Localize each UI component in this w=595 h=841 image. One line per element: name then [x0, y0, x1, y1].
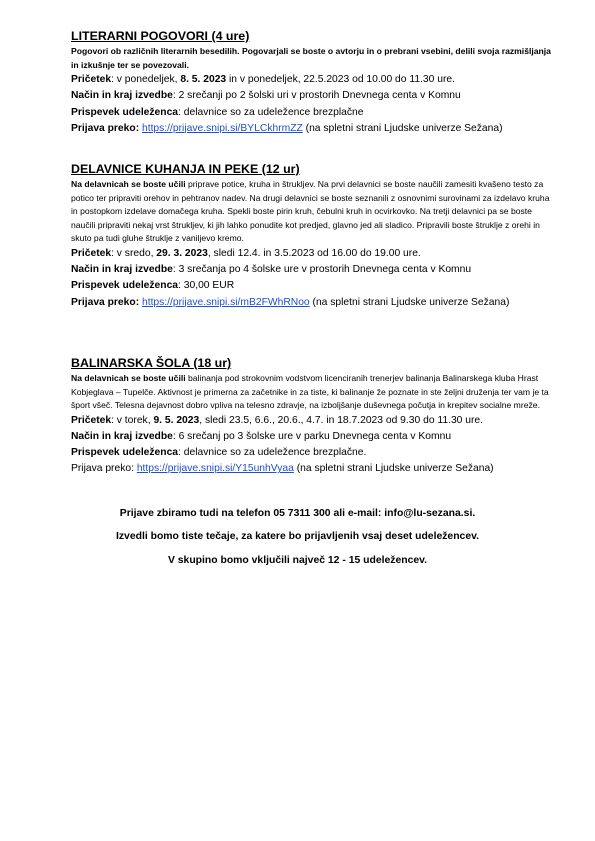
- start-text: : v sredo,: [111, 247, 157, 259]
- start-date: 9. 5. 2023: [153, 414, 200, 426]
- apply-line: Prijava preko: https://prijave.snipi.si/Y15unhVyaa (na spletni strani Ljudske univerze Sežana): [71, 463, 494, 475]
- section-title: LITERARNI POGOVORI: [71, 29, 208, 43]
- start-line: [71, 413, 551, 429]
- description-text: priprave potice, kruha in štrukljev. Na prvi delavnici se boste naučili zamesiti kvašeno testo za potico ter pripraviti orehov in pehtranov nadev. Na drugi delavnici se boste seznanili z osnovnimi surovinami za izdelavo kruha in postopkom izdelave domačega kruha. Spekli boste pirin kruh, čebulni kruh in ocvirkovko. Na tretji delavnici pa se boste naučili pripraviti nekaj vrst štrukljev, ki jih lahko ponudite kot predjed, glavno jed ali sladico. Pripravili boste štruklje z orehi in skuto pa tudi gluhe štruklje z vaniljevo kremo.: [71, 179, 550, 244]
- apply-link[interactable]: https://prijave.snipi.si/Y15unhVyaa: [136, 463, 294, 475]
- start-text: : v torek,: [111, 414, 154, 426]
- start-date: 29. 3. 2023: [156, 247, 208, 259]
- apply-note: (na spletni strani Ljudske univerze Sežana): [302, 122, 503, 134]
- method-line: [71, 429, 551, 445]
- method-line: [71, 262, 551, 278]
- start-text: : v ponedeljek,: [111, 74, 181, 86]
- footer-group-size: V skupino bomo vključili največ 12 - 15 udeležencev.: [167, 555, 428, 566]
- start-label: Pričetek: [71, 74, 112, 86]
- footer-minimum: Izvedli bomo tiste tečaje, za katere bo prijavljenih vsaj deset udeležencev.: [115, 531, 480, 542]
- section-balinarska-sola: [71, 356, 551, 478]
- section-hours: (12 ur): [261, 162, 300, 176]
- fee-line: [71, 105, 551, 121]
- fee-line: [71, 278, 551, 294]
- apply-label: Prijava preko: [71, 296, 136, 308]
- start-text-rest: , sledi 12.4. in 3.5.2023 od 16.00 do 19.00 ure.: [207, 247, 421, 259]
- section-title: BALINARSKA ŠOLA: [71, 356, 190, 370]
- description-text: balinanja pod strokovnim vodstvom licenciranih trenerjev balinanja Balinarskega kluba Hrast Kobjeglava – Tupelče. Aktivnost je primerna za začetnike in za tiste, ki balinanje že poznate in ste željni druženja ter vam je ta šport všeč. Telesna dejavnost dobro vpliva na telesno zdravje, na izboljšanje duševnega počutja in krepitev socialne mreže.: [71, 373, 549, 411]
- method-label: Način in kraj izvedbe: [71, 90, 173, 102]
- method-text: : 6 srečanj po 3 šolske ure v parku Dnevnega centa v Komnu: [172, 430, 452, 442]
- start-text-rest: in v ponedeljek, 22.5.2023 od 10.00 do 11.30 ure.: [226, 74, 455, 86]
- apply-note: (na spletni strani Ljudske univerze Sežana): [309, 296, 510, 308]
- apply-label: Prijava preko: [71, 122, 136, 134]
- fee-line: [71, 445, 551, 461]
- method-label: Način in kraj izvedbe: [71, 430, 173, 442]
- apply-link[interactable]: https://prijave.snipi.si/BYLCkhrmZZ: [141, 122, 303, 134]
- fee-label: Prispevek udeleženca: [71, 280, 179, 292]
- section-hours: (4 ure): [211, 29, 250, 43]
- section-heading: [71, 29, 551, 43]
- start-text-rest: , sledi 23.5, 6.6., 20.6., 4.7. in 18.7.2023 od 9.30 do 11.30 ure.: [199, 414, 484, 426]
- fee-text: : delavnice so za udeležence brezplačne: [178, 106, 364, 118]
- section-literarni-pogovori: [71, 29, 551, 137]
- section-heading: [71, 356, 551, 370]
- fee-text: : delavnice so za udeležence brezplačne.: [178, 447, 367, 459]
- section-delavnice-kuhanja: [71, 162, 551, 311]
- apply-line: Prijava preko: https://prijave.snipi.si/mB2FWhRNoo (na spletni strani Ljudske univerze Sežana): [71, 296, 510, 308]
- start-line: [71, 72, 551, 88]
- footer-contact: Prijave zbiramo tudi na telefon 05 7311 300 ali e-mail: info@lu-sezana.si.: [119, 508, 476, 519]
- section-description: [71, 178, 551, 246]
- method-line: [71, 88, 551, 104]
- apply-line: Prijava preko: https://prijave.snipi.si/BYLCkhrmZZ (na spletni strani Ljudske univerze Sežana): [71, 122, 503, 134]
- apply-link[interactable]: https://prijave.snipi.si/mB2FWhRNoo: [141, 296, 310, 308]
- description-text: Pogovori ob različnih literarnih besedilih. Pogovarjali se boste o avtorju in o prebrani vsebini, delili svoja razmišljanja in izkušnje ter se povezovali.: [71, 46, 551, 70]
- description-lead: Na delavnicah se boste učili: [71, 179, 186, 189]
- method-text: : 3 srečanja po 4 šolske ure v prostorih Dnevnega centa v Komnu: [172, 264, 472, 276]
- apply-label: Prijava preko: [71, 463, 132, 475]
- section-hours: (18 ur): [193, 356, 232, 370]
- fee-text: : 30,00 EUR: [178, 280, 235, 292]
- section-title: DELAVNICE KUHANJA IN PEKE: [71, 162, 259, 176]
- start-label: Pričetek: [71, 247, 112, 259]
- method-label: Način in kraj izvedbe: [71, 264, 173, 276]
- start-line: [71, 246, 551, 262]
- section-description: [71, 45, 551, 72]
- description-lead: Na delavnicah se boste učili: [71, 373, 186, 383]
- method-text: : 2 srečanji po 2 šolski uri v prostorih Dnevnega centa v Komnu: [172, 90, 461, 102]
- fee-label: Prispevek udeleženca: [71, 447, 179, 459]
- start-date: 8. 5. 2023: [180, 74, 227, 86]
- apply-note: (na spletni strani Ljudske univerze Sežana): [293, 463, 494, 475]
- fee-label: Prispevek udeleženca: [71, 106, 179, 118]
- section-description: [71, 372, 551, 413]
- section-heading: [71, 162, 551, 176]
- start-label: Pričetek: [71, 414, 112, 426]
